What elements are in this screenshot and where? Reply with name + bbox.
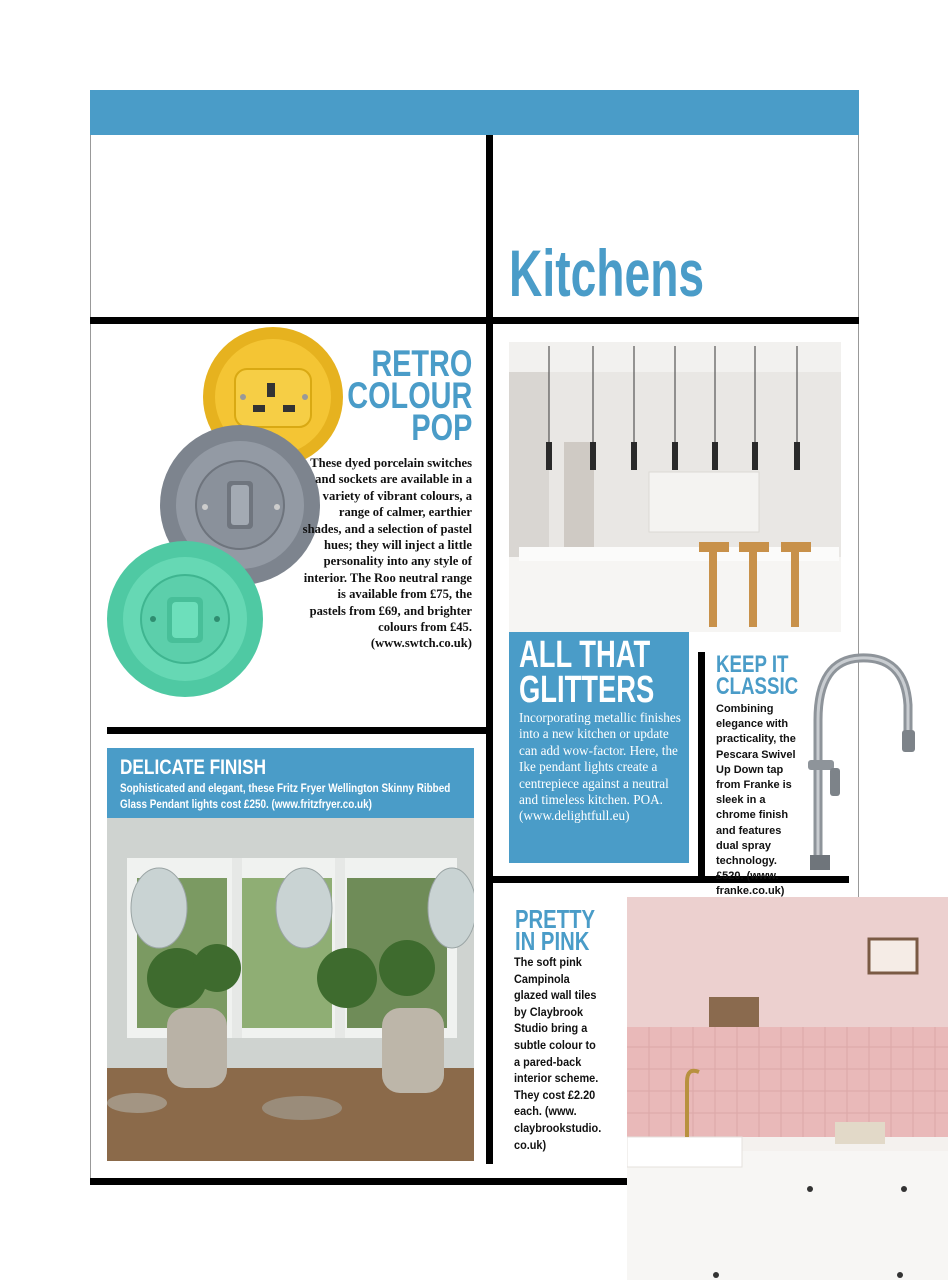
glitters-title [519, 634, 655, 711]
delicate-body: Sophisticated and elegant, these Fritz Fryer Wellington Skinny Ribbed Glass Pendant lights cost £250. (www.fritzfryer.co.uk) [120, 781, 451, 812]
retro-title-line2: COLOUR [346, 375, 472, 416]
section-title: Kitchens [509, 236, 705, 310]
divider-classic-left [698, 652, 705, 876]
divider-bottom [90, 1178, 627, 1185]
glitters-body: Incorporating metallic finishes into a new kitchen or update can add wow-factor. Here, the Ike pendant lights create a centrepiece against a neutral and timeless kitchen. POA. (www.delightfull.eu) [519, 710, 681, 824]
divider-horizontal-upper [90, 317, 859, 324]
classic-body: Combining elegance with practicality, the Pescara Swivel Up Down tap from Franke is sleek in a chrome finish and features dual spray technology. £520. (www. franke.co.uk) [716, 703, 796, 898]
kitchen-photo [509, 342, 841, 632]
tap-svg [800, 650, 915, 875]
divider-left-mid [107, 727, 486, 734]
glitters-panel [509, 632, 689, 863]
glitters-title-line1: ALL THAT [519, 634, 651, 676]
pink-title-line2: IN PINK [515, 926, 590, 956]
pink-title [515, 904, 596, 956]
retro-title-line1: RETRO [370, 343, 472, 384]
mint-switch [107, 541, 263, 697]
divider-center-vertical [486, 324, 493, 1164]
retro-body: These dyed porcelain switches and sockets are available in a variety of vibrant colours, a range of calmer, earthier shades, and a selection of pastel hues; they will inject a little personality into any style of interior. The Roo neutral range is available from £75, the pastels from £69, and brighter colours from £45. (www.swtch.co.uk) [302, 456, 472, 651]
classic-title-line1: KEEP IT [716, 651, 789, 678]
glitters-title-line2: GLITTERS [519, 669, 655, 711]
pink-body: The soft pink Campinola glazed wall tiles by Claybrook Studio bring a subtle colour to a pared-back interior scheme. They cost £2.20 each. (www. claybrookstudio. co.uk) [514, 955, 602, 1152]
dining-photo [107, 818, 474, 1161]
header-banner [90, 90, 859, 135]
pink-kitchen-photo [627, 897, 948, 1280]
kitchen-photo-svg [509, 342, 841, 632]
delicate-panel [107, 748, 474, 818]
classic-title-line2: CLASSIC [716, 673, 799, 700]
tap-illustration [800, 650, 915, 875]
classic-title [716, 651, 799, 700]
retro-title-line3: POP [411, 407, 472, 448]
pink-photo-svg [627, 897, 948, 1280]
dining-photo-svg [107, 818, 474, 1161]
retro-title [346, 343, 472, 448]
pink-title-line1: PRETTY [515, 904, 596, 934]
delicate-title: DELICATE FINISH [120, 756, 267, 779]
frame-left-border [90, 135, 91, 1185]
divider-top-vertical [486, 135, 493, 323]
